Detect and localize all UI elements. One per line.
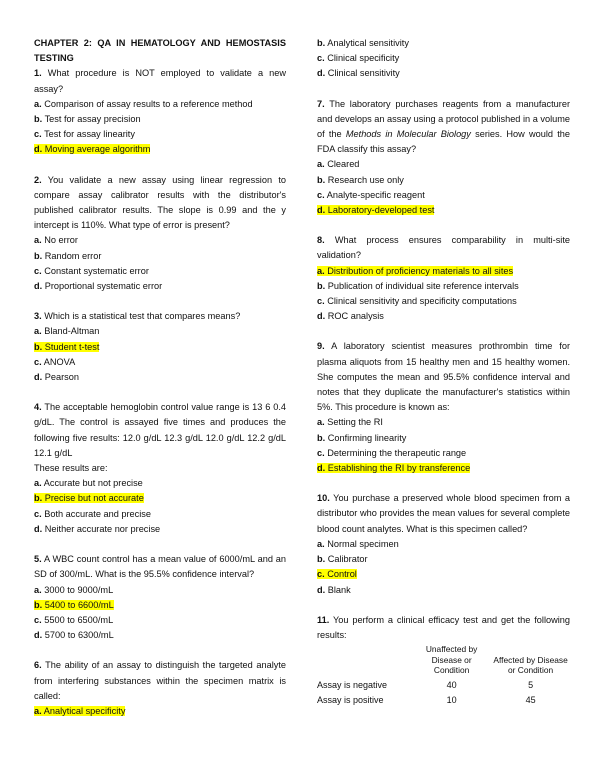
option-body: [34, 266, 149, 276]
question-9: [317, 339, 570, 476]
question-4: [34, 400, 286, 537]
stem-text: You purchase a preserved whole blood specimen from a distributor who provides the mean values for several complete blood count analytes. What is this specimen called?: [317, 493, 570, 534]
answer-option: [34, 355, 286, 370]
option-letter: b.: [34, 599, 43, 610]
results-row-label: Assay is positive: [317, 694, 384, 705]
question-10: [317, 491, 570, 597]
answer-option: [34, 324, 286, 339]
option-text: 3000 to 9000/mL: [44, 584, 114, 595]
option-letter: a.: [34, 478, 42, 489]
correct-answer-highlight: [317, 205, 434, 215]
answer-option: [317, 203, 570, 218]
option-text: Clinical sensitivity and specificity computations: [327, 296, 517, 307]
answer-option: [34, 249, 286, 264]
option-body: [317, 38, 409, 48]
answer-option: [317, 66, 570, 81]
option-text: Distribution of proficiency materials to all sites: [327, 265, 514, 276]
answer-option: [34, 598, 286, 613]
option-text: 5500 to 6500/mL: [44, 614, 114, 625]
option-body: [317, 68, 400, 78]
option-text: Accurate but not precise: [43, 478, 143, 489]
option-text: Pearson: [44, 372, 79, 383]
stem-text: The acceptable hemoglobin control value range is 13 6 0.4 g/dL. The control is assayed five times and produces the following five results: 12.0 g/dL 12.3 g/dL 12.0 g/dL 12.2 g/dL 12.1 g/dL: [34, 402, 286, 458]
option-letter: b.: [317, 280, 326, 291]
question-6-continued-options: [317, 36, 570, 82]
answer-option: [317, 537, 570, 552]
option-text: Normal specimen: [327, 538, 399, 549]
answer-option: [34, 522, 286, 537]
results-header-cell: [317, 644, 412, 678]
question-number: 9.: [317, 341, 325, 352]
question-stem: [317, 491, 570, 537]
option-letter: d.: [317, 205, 326, 216]
option-body: [34, 630, 114, 640]
option-body: [34, 478, 143, 488]
question-stem: [317, 233, 570, 263]
option-letter: d.: [34, 630, 43, 641]
option-text: Analytical sensitivity: [327, 38, 409, 48]
option-letter: d.: [317, 311, 326, 322]
results-row: [317, 678, 570, 693]
option-letter: a.: [34, 326, 42, 337]
option-body: [34, 129, 135, 139]
question-2: [34, 173, 286, 295]
option-letter: d.: [317, 463, 326, 474]
option-letter: b.: [34, 114, 43, 125]
option-letter: b.: [34, 250, 43, 261]
answer-option: [317, 188, 570, 203]
option-text: Research use only: [327, 174, 404, 185]
answer-option: [34, 491, 286, 506]
answer-option: [317, 36, 570, 51]
option-body: [34, 524, 160, 534]
option-letter: a.: [317, 538, 325, 549]
option-body: [34, 585, 113, 595]
option-letter: a.: [317, 265, 325, 276]
option-letter: c.: [317, 296, 325, 307]
option-letter: c.: [317, 189, 325, 200]
option-text: ROC analysis: [327, 311, 384, 322]
answer-option: [317, 415, 570, 430]
answer-option: [317, 264, 570, 279]
results-header-row: [317, 644, 570, 678]
option-text: Analytical specificity: [43, 705, 126, 716]
option-letter: a.: [34, 584, 42, 595]
option-text: Cleared: [327, 159, 360, 170]
answer-option: [34, 613, 286, 628]
answer-option: [34, 112, 286, 127]
question-11: [317, 613, 570, 708]
option-letter: c.: [34, 614, 42, 625]
correct-answer-highlight: [34, 342, 99, 352]
option-text: Bland-Altman: [44, 326, 100, 337]
question-stem: [34, 66, 286, 96]
answer-option: [317, 51, 570, 66]
option-text: Establishing the RI by transference: [327, 463, 471, 474]
option-text: Test for assay linearity: [44, 129, 135, 140]
question-stem: [317, 339, 570, 415]
option-letter: b.: [34, 493, 43, 504]
results-count: 40: [446, 679, 457, 690]
results-header-cell: Unaffected by Disease or Condition: [425, 644, 478, 676]
option-letter: b.: [317, 554, 326, 565]
question-8: [317, 233, 570, 324]
option-text: Clinical specificity: [327, 53, 400, 64]
stem-text: What procedure is NOT employed to validate a new assay?: [34, 68, 286, 94]
answer-option: [317, 309, 570, 324]
stem-text: You validate a new assay using linear regression to compare assay calibrator results with the distributor's published calibrator results. The slope is 0.99 and the y intercept is 110%. What type of error is present?: [34, 174, 286, 231]
correct-answer-highlight: [34, 706, 125, 716]
question-stem: [34, 658, 286, 704]
question-number: 3.: [34, 311, 42, 322]
option-letter: c.: [317, 569, 325, 580]
option-letter: a.: [34, 98, 42, 109]
answer-option: [34, 264, 286, 279]
option-text: Precise but not accurate: [44, 493, 144, 504]
answer-option: [317, 461, 570, 476]
right-question-list: [317, 97, 570, 708]
answer-option: [34, 507, 286, 522]
results-count: 45: [525, 694, 536, 705]
option-body: [317, 175, 404, 185]
stem-tail: These results are:: [34, 463, 108, 474]
option-text: Clinical sensitivity: [327, 68, 400, 79]
option-text: Analyte-specific reagent: [326, 189, 425, 200]
option-body: [34, 326, 99, 336]
option-body: [34, 251, 101, 261]
stem-text-end: series. How would the FDA classify this assay?: [317, 129, 570, 155]
question-stem: [34, 173, 286, 234]
answer-option: [34, 279, 286, 294]
correct-answer-highlight: [34, 493, 144, 503]
correct-answer-highlight: [317, 266, 513, 276]
option-letter: c.: [317, 447, 325, 458]
option-body: [34, 372, 79, 382]
question-3: [34, 309, 286, 385]
question-5: [34, 552, 286, 643]
answer-option: [34, 127, 286, 142]
answer-option: [34, 97, 286, 112]
stem-text: A WBC count control has a mean value of 6000/mL and an SD of 300/mL. What is the 95.5% confidence interval?: [34, 554, 287, 580]
option-text: Blank: [327, 584, 351, 595]
option-text: Test for assay precision: [44, 114, 141, 125]
stem-text: The ability of an assay to distinguish the targeted analyte from interfering substances within the specimen matrix is called:: [34, 660, 286, 701]
option-body: [34, 114, 141, 124]
answer-option: [34, 142, 286, 157]
stem-text: You perform a clinical efficacy test and get the following results:: [317, 614, 570, 640]
option-letter: c.: [317, 53, 325, 64]
results-row-label: Assay is negative: [317, 679, 388, 690]
question-number: 7.: [317, 98, 325, 109]
option-body: [317, 296, 517, 306]
option-text: Comparison of assay results to a reference method: [44, 98, 253, 109]
option-text: Confirming linearity: [327, 432, 407, 443]
question-stem: [34, 309, 286, 324]
option-letter: d.: [34, 523, 43, 534]
option-text: 5700 to 6300/mL: [44, 630, 114, 641]
left-column: [34, 36, 286, 719]
question-number: 1.: [34, 68, 42, 79]
option-letter: a.: [317, 417, 325, 428]
answer-option: [317, 294, 570, 309]
results-count: 5: [528, 679, 534, 690]
option-text: Random error: [44, 250, 102, 261]
option-text: ANOVA: [43, 356, 76, 367]
option-body: [34, 235, 78, 245]
option-body: [317, 585, 351, 595]
option-letter: b.: [317, 432, 326, 443]
stem-italic-title: Methods in Molecular Biology: [345, 129, 471, 140]
option-letter: c.: [34, 265, 42, 276]
answer-option: [317, 279, 570, 294]
question-number: 11.: [317, 614, 330, 625]
option-text: Calibrator: [327, 554, 368, 565]
option-text: Control: [327, 569, 357, 580]
option-body: [317, 448, 466, 458]
stem-text: A laboratory scientist measures prothrombin time for plasma aliquots from 15 healthy men and 15 healthy women. She computes the mean and 95.5% confidence interval and notes that they duplicate the manufacturer's statistics within 5%. This procedure is known as:: [317, 341, 571, 413]
stem-text: The laboratory purchases reagents from a manufacturer and develops an assay using a protocol published in a volume of the: [317, 98, 570, 140]
option-text: Publication of individual site reference intervals: [327, 280, 519, 291]
option-text: Neither accurate nor precise: [44, 523, 161, 534]
option-letter: c.: [34, 356, 42, 367]
option-body: [317, 281, 519, 291]
option-letter: a.: [34, 705, 42, 716]
left-question-list: [34, 66, 286, 719]
option-text: 5400 to 6600/mL: [44, 599, 114, 610]
option-text: Laboratory-developed test: [327, 205, 435, 216]
question-number: 8.: [317, 235, 325, 246]
answer-option: [34, 476, 286, 491]
results-count: 10: [446, 694, 457, 705]
question-1: [34, 66, 286, 157]
question-number: 6.: [34, 660, 42, 671]
option-body: [317, 190, 425, 200]
option-body: [34, 357, 75, 367]
option-letter: d.: [34, 144, 43, 155]
answer-option: [34, 233, 286, 248]
option-letter: a.: [34, 235, 42, 246]
option-text: Moving average algorithm: [44, 144, 151, 155]
stem-text: What process ensures comparability in multi-site validation?: [317, 235, 570, 261]
question-6: [34, 658, 286, 719]
answer-option: [34, 340, 286, 355]
option-text: Student t-test: [44, 341, 100, 352]
question-stem: [34, 400, 286, 461]
answer-option: [34, 704, 286, 719]
option-letter: d.: [317, 68, 326, 79]
option-body: [34, 281, 162, 291]
question-stem: [317, 97, 570, 158]
stem-text: Which is a statistical test that compares means?: [44, 311, 241, 322]
question-number: 10.: [317, 493, 330, 504]
option-text: Both accurate and precise: [44, 508, 151, 519]
option-text: Setting the RI: [327, 417, 383, 428]
option-letter: b.: [317, 38, 326, 48]
answer-option: [317, 567, 570, 582]
answer-option: [34, 583, 286, 598]
option-body: [34, 509, 151, 519]
option-body: [317, 554, 368, 564]
correct-answer-highlight: [34, 144, 150, 154]
answer-option: [317, 583, 570, 598]
option-letter: b.: [317, 174, 326, 185]
option-letter: a.: [317, 159, 325, 170]
question-stem: [34, 552, 286, 582]
option-text: No error: [44, 235, 78, 246]
answer-option: [317, 431, 570, 446]
option-body: [317, 539, 399, 549]
option-text: Constant systematic error: [44, 265, 149, 276]
question-number: 2.: [34, 174, 42, 185]
option-body: [317, 53, 399, 63]
results-header-cell: Affected by Disease or Condition: [493, 654, 568, 676]
answer-option: [34, 628, 286, 643]
answer-option: [317, 446, 570, 461]
option-letter: d.: [34, 372, 43, 383]
option-letter: c.: [34, 129, 42, 140]
option-body: [317, 159, 359, 169]
answer-option: [34, 370, 286, 385]
option-letter: c.: [34, 508, 42, 519]
question-7: [317, 97, 570, 219]
option-text: Proportional systematic error: [44, 281, 163, 292]
answer-option: [317, 173, 570, 188]
question-number: 5.: [34, 554, 42, 565]
results-row: [317, 693, 570, 708]
answer-option: [317, 157, 570, 172]
correct-answer-highlight: [317, 463, 470, 473]
right-column: [317, 36, 570, 708]
option-body: [317, 417, 383, 427]
option-body: [34, 615, 113, 625]
correct-answer-highlight: [34, 600, 114, 610]
option-letter: b.: [34, 341, 43, 352]
correct-answer-highlight: [317, 569, 357, 579]
option-text: Determining the therapeutic range: [327, 447, 467, 458]
chapter-title: CHAPTER 2: QA IN HEMATOLOGY AND HEMOSTASIS TESTING: [34, 38, 286, 64]
question-stem: [317, 613, 570, 643]
option-body: [317, 433, 406, 443]
results-table: [317, 644, 570, 708]
option-body: [34, 99, 253, 109]
answer-option: [317, 552, 570, 567]
option-body: [317, 311, 384, 321]
option-letter: d.: [317, 584, 326, 595]
option-letter: d.: [34, 281, 43, 292]
question-number: 4.: [34, 402, 42, 413]
